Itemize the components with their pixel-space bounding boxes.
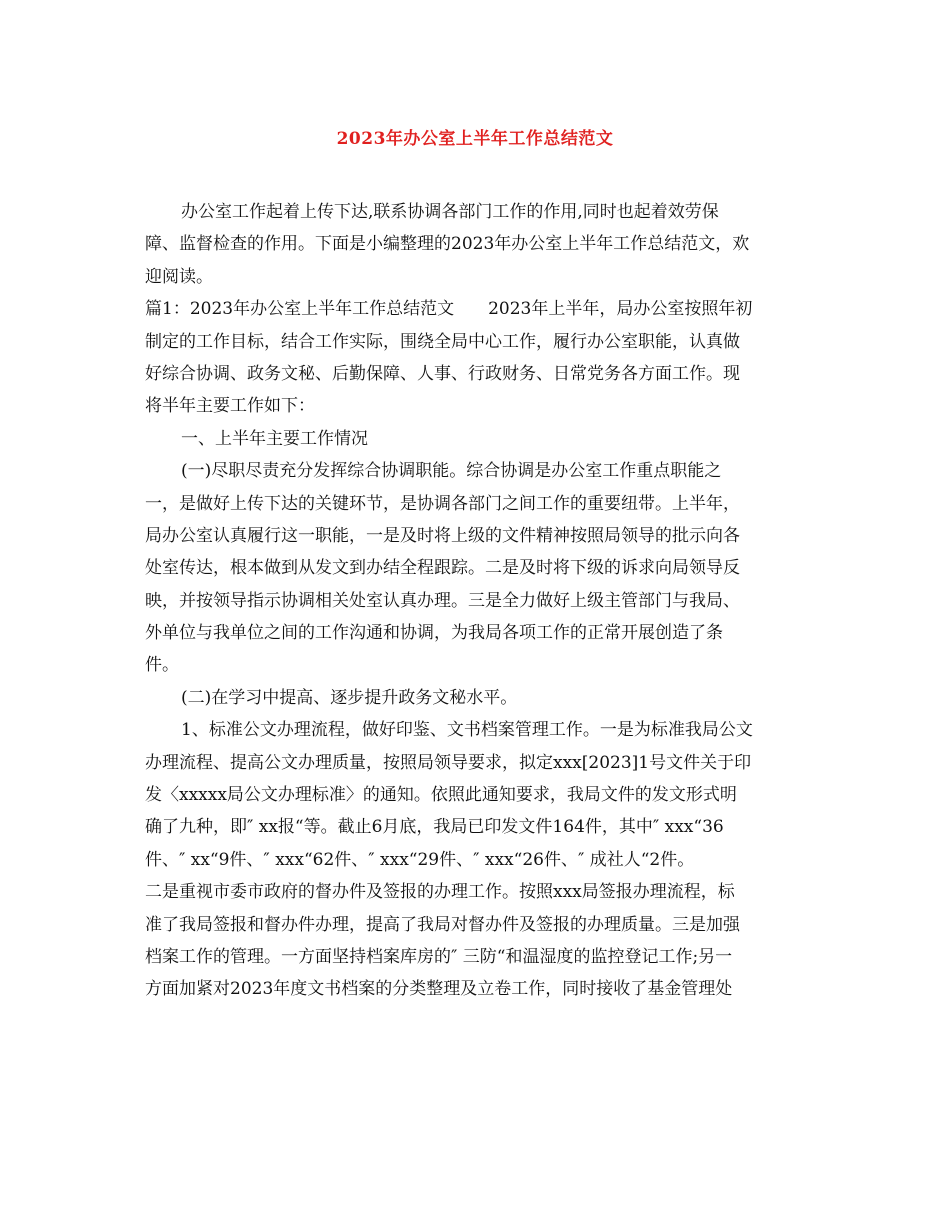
paragraph-line: 准了我局签报和督办件办理，提高了我局对督办件及签报的办理质量。三是加强 bbox=[145, 914, 740, 935]
paragraph-line: (一)尽职尽责充分发挥综合协调职能。综合协调是办公室工作重点职能之 bbox=[181, 461, 722, 482]
paragraph-line: 障、监督检查的作用。下面是小编整理的2023年办公室上半年工作总结范文，欢 bbox=[145, 234, 750, 255]
paragraph-line: (二)在学习中提高、逐步提升政务文秘水平。 bbox=[181, 687, 518, 708]
paragraph-line: 外单位与我单位之间的工作沟通和协调，为我局各项工作的正常开展创造了条 bbox=[145, 623, 723, 644]
paragraph-line: 好综合协调、政务文秘、后勤保障、人事、行政财务、日常党务各方面工作。现 bbox=[145, 363, 740, 384]
paragraph-line: 局办公室认真履行这一职能，一是及时将上级的文件精神按照局领导的批示向各 bbox=[145, 525, 740, 546]
paragraph-line: 一、上半年主要工作情况 bbox=[181, 428, 368, 449]
paragraph-line: 将半年主要工作如下： bbox=[145, 396, 315, 417]
paragraph-line: 办理流程、提高公文办理质量，按照局领导要求，拟定xxx[2023]1号文件关于印 bbox=[145, 752, 752, 773]
paragraph-line: 1、标准公文办理流程，做好印鉴、文书档案管理工作。一是为标准我局公文 bbox=[181, 720, 753, 741]
paragraph-line: 发〈xxxxx局公文办理标准〉的通知。依照此通知要求，我局文件的发文形式明 bbox=[145, 785, 737, 806]
paragraph-line: 方面加紧对2023年度文书档案的分类整理及立卷工作，同时接收了基金管理处 bbox=[145, 979, 733, 1000]
paragraph-line: 一，是做好上传下达的关键环节，是协调各部门之间工作的重要纽带。上半年， bbox=[145, 493, 740, 514]
paragraph-line: 件、″ xx“9件、″ xxx“62件、″ xxx“29件、″ xxx“26件、″ 成社人“2件。 bbox=[145, 849, 695, 870]
paragraph-line: 映，并按领导指示协调相关处室认真办理。三是全力做好上级主管部门与我局、 bbox=[145, 590, 740, 611]
paragraph-line: 制定的工作目标，结合工作实际，围绕全局中心工作，履行办公室职能，认真做 bbox=[145, 331, 740, 352]
document-title: 2023年办公室上半年工作总结范文 bbox=[336, 129, 614, 149]
paragraph-line: 篇1：2023年办公室上半年工作总结范文 2023年上半年，局办公室按照年初 bbox=[145, 299, 753, 320]
paragraph-line: 二是重视市委市政府的督办件及签报的办理工作。按照xxx局签报办理流程，标 bbox=[145, 882, 735, 903]
paragraph-line: 处室传达，根本做到从发文到办结全程跟踪。二是及时将下级的诉求向局领导反 bbox=[145, 558, 740, 579]
paragraph-line: 确了九种，即″ xx报“等。截止6月底，我局已印发文件164件，其中″ xxx“36 bbox=[145, 817, 724, 838]
paragraph-line: 件。 bbox=[145, 655, 179, 676]
document-body bbox=[145, 196, 805, 1006]
paragraph-line: 办公室工作起着上传下达,联系协调各部门工作的作用,同时也起着效劳保 bbox=[181, 202, 719, 222]
paragraph-line: 迎阅读。 bbox=[145, 266, 213, 287]
paragraph-line: 档案工作的管理。一方面坚持档案库房的″ 三防“和温湿度的监控登记工作;另一 bbox=[145, 946, 733, 967]
